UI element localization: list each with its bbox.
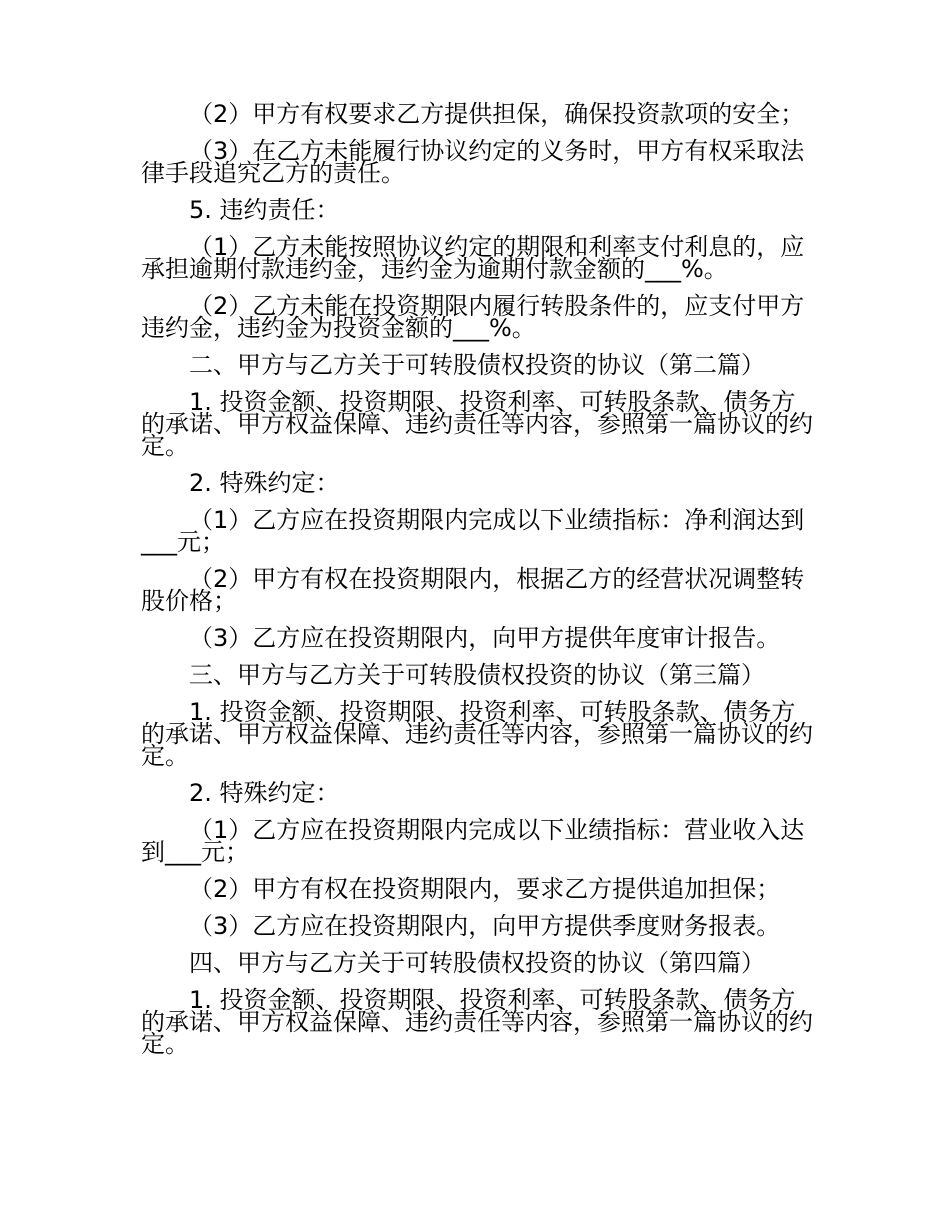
section-heading-liability: 5. 违约责任：	[189, 196, 340, 224]
clause-guarantee: （2）甲方有权要求乙方提供担保，确保投资款项的安全；	[189, 100, 805, 128]
clause-reference-part-4: 1. 投资金额、投资期限、投资利率、可转股条款、债务方的承诺、甲方权益保障、违约责任等内容，参照第一篇协议的约定。	[141, 986, 813, 1058]
clause-adjust-conversion-price: （2）甲方有权在投资期限内，根据乙方的经营状况调整转股价格；	[141, 565, 805, 615]
clause-annual-audit-report: （3）乙方应在投资期限内，向甲方提供年度审计报告。	[189, 624, 781, 652]
clause-reference-part-2: 1. 投资金额、投资期限、投资利率、可转股条款、债务方的承诺、甲方权益保障、违约责任等内容，参照第一篇协议的约定。	[141, 388, 813, 460]
agreement-title-part-2: 二、甲方与乙方关于可转股债权投资的协议（第二篇）	[189, 351, 765, 379]
clause-quarterly-statements: （3）乙方应在投资期限内，向甲方提供季度财务报表。	[189, 912, 781, 940]
clause-reference-part-3: 1. 投资金额、投资期限、投资利率、可转股条款、债务方的承诺、甲方权益保障、违约责任等内容，参照第一篇协议的约定。	[141, 698, 813, 770]
agreement-title-part-4: 四、甲方与乙方关于可转股债权投资的协议（第四篇）	[189, 949, 765, 977]
document-page	[141, 100, 813, 1070]
clause-net-profit-target: （1）乙方应在投资期限内完成以下业绩指标：净利润达到___元；	[141, 506, 805, 556]
clause-conversion-default: （2）乙方未能在投资期限内履行转股条件的，应支付甲方违约金，违约金为投资金额的___%。	[141, 292, 805, 342]
clause-revenue-target: （1）乙方应在投资期限内完成以下业绩指标：营业收入达到___元；	[141, 816, 805, 866]
clause-additional-guarantee: （2）甲方有权在投资期限内，要求乙方提供追加担保；	[189, 875, 781, 903]
clause-legal-action: （3）在乙方未能履行协议约定的义务时，甲方有权采取法律手段追究乙方的责任。	[141, 137, 805, 187]
special-terms-heading-part-2: 2. 特殊约定：	[189, 469, 340, 497]
agreement-title-part-3: 三、甲方与乙方关于可转股债权投资的协议（第三篇）	[189, 661, 765, 689]
clause-late-interest: （1）乙方未能按照协议约定的期限和利率支付利息的，应承担逾期付款违约金，违约金为逾期付款金额的___%。	[141, 233, 805, 283]
special-terms-heading-part-3: 2. 特殊约定：	[189, 779, 340, 807]
